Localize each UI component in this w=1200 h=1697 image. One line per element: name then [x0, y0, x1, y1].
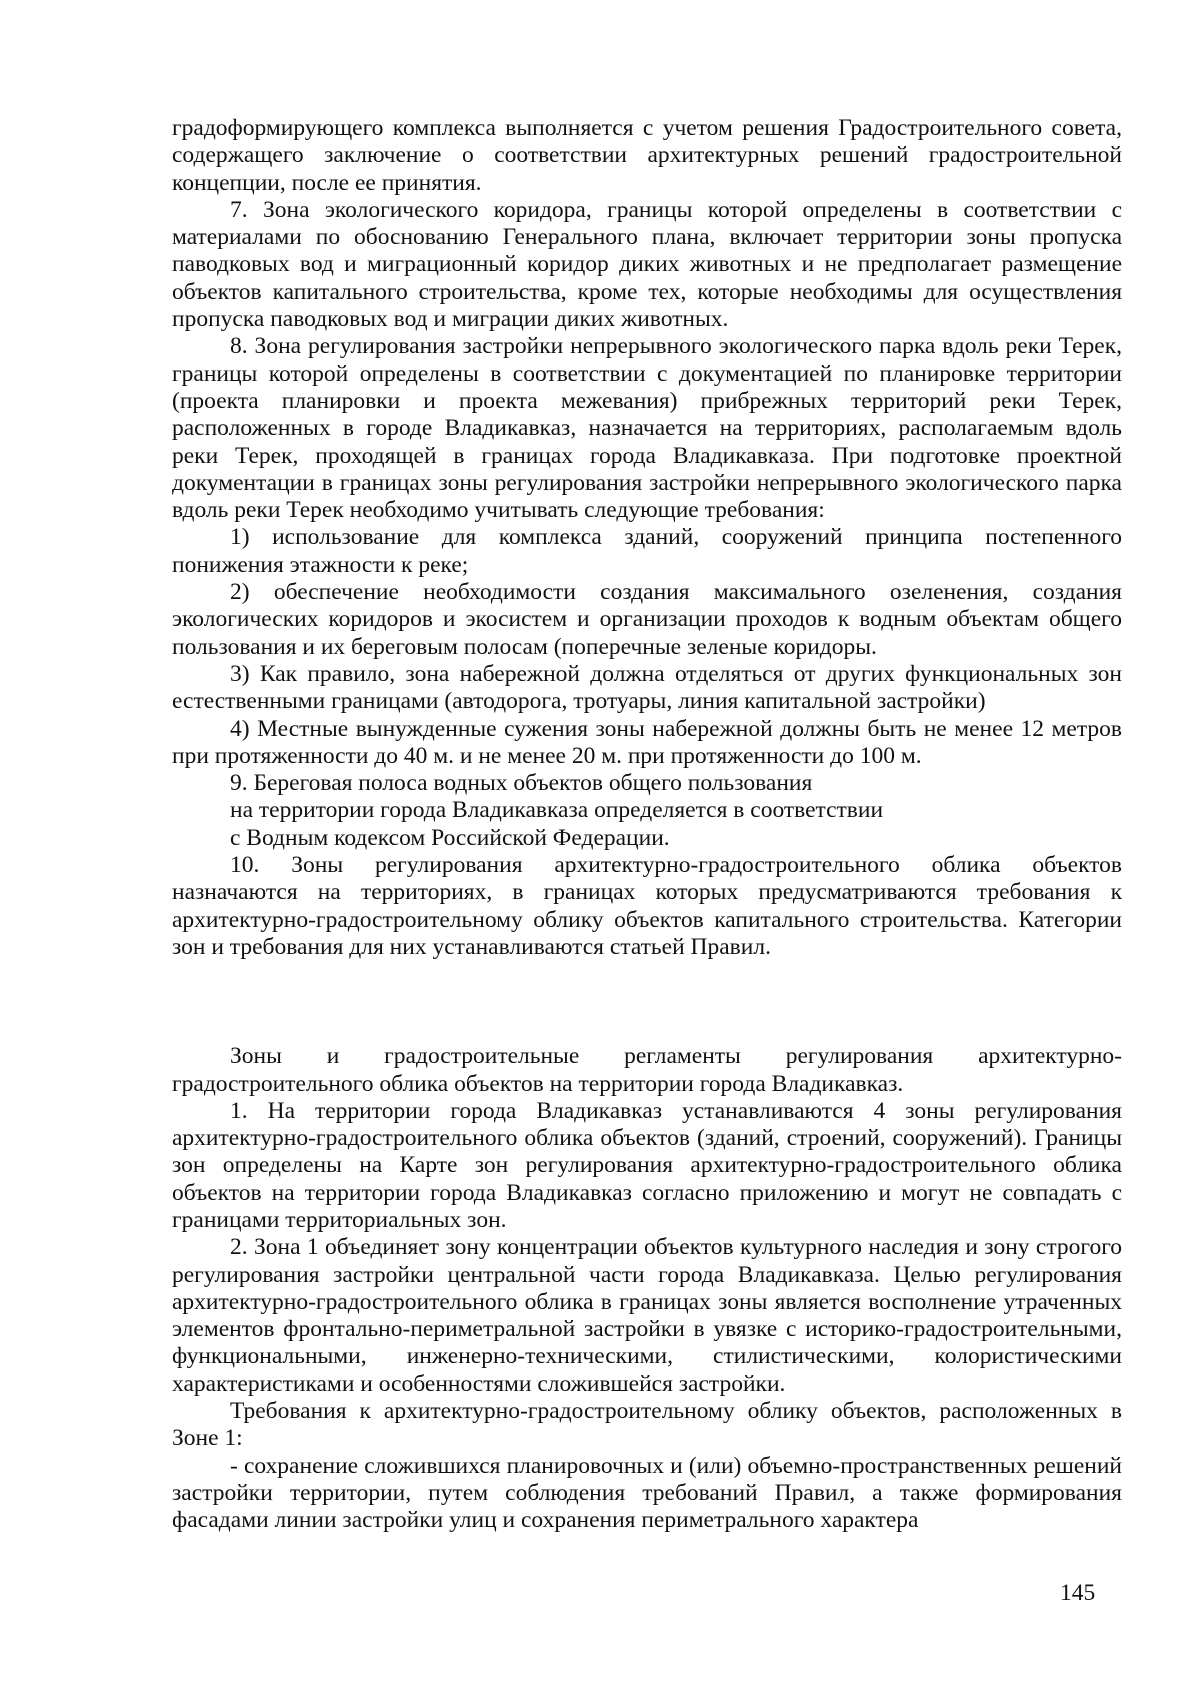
zones-item-1: 1. На территории города Владикавказ устанавливаются 4 зоны регулирования архитектурно-градостроительного облика объектов (зданий, строений, сооружений). Границы зон определены на Карте зон регулирования архитектурно-градостроительного облика объектов на территории города Владикавказ согласно приложению и могут не совпадать с границами территориальных зон. — [172, 1097, 1122, 1233]
requirement-4: 4) Местные вынужденные сужения зоны набережной должны быть не менее 12 метров при протяженности до 40 м. и не менее 20 м. при протяженности до 100 м. — [172, 715, 1122, 769]
item-9-line-3: с Водным кодексом Российской Федерации. — [230, 824, 670, 851]
zones-item-2: 2. Зона 1 объединяет зону концентрации объектов культурного наследия и зону строгого регулирования застройки центральной части города Владикавказа. Целью регулирования архитектурно-градостроительного облика в границах зоны является восполнение утраченных элементов фронтально-периметральной застройки в увязке с историко-градостроительными, функциональными, инженерно-техническими, стилистическими, колористическими характеристиками и особенностями сложившейся застройки. — [172, 1234, 1122, 1397]
page-number: 145 — [1060, 1580, 1096, 1606]
item-9-line-2: на территории города Владикавказа определяется в соответствии — [230, 797, 884, 824]
requirement-2: 2) обеспечение необходимости создания максимального озеленения, создания экологических коридоров и экосистем и организации проходов к водным объектам общего пользования и их береговым полосам (поперечные зеленые коридоры. — [172, 579, 1122, 660]
section-heading-zones: Зоны и градостроительные регламенты регулирования архитектурно-градостроительного облика объектов на территории города Владикавказ. — [172, 1043, 1122, 1097]
section-gap — [172, 961, 1122, 1043]
requirement-3: 3) Как правило, зона набережной должна отделяться от других функциональных зон естественными границами (автодорога, тротуары, линия капитальной застройки) — [172, 660, 1122, 715]
zone-1-requirements-intro: Требования к архитектурно-градостроительному облику объектов, расположенных в Зоне 1: — [172, 1398, 1122, 1452]
paragraph-item-10: 10. Зоны регулирования архитектурно-градостроительного облика объектов назначаются на территориях, в границах которых предусматриваются требования к архитектурно-градостроительному облику объектов капитального строительства. Категории зон и требования для них устанавливаются статьей Правил. — [172, 852, 1122, 960]
paragraph-item-7: 7. Зона экологического коридора, границы которой определены в соответствии с материалами по обоснованию Генерального плана, включает территории зоны пропуска паводковых вод и миграционный коридор диких животных и не предполагает размещение объектов капитального строительства, кроме тех, которые необходимы для осуществления пропуска паводковых вод и миграции диких животных. — [172, 196, 1122, 333]
zone-1-requirement-bullet: - сохранение сложившихся планировочных и (или) объемно-пространственных решений застройки территории, путем соблюдения требований Правил, а также формирования фасадами линии застройки улиц и сохранения периметрального характера — [172, 1452, 1122, 1534]
paragraph-item-8: 8. Зона регулирования застройки непрерывного экологического парка вдоль реки Терек, границы которой определены в соответствии с документацией по планировке территории (проекта планировки и проекта межевания) прибрежных территорий реки Терек, расположенных в городе Владикавказ, назначается на территориях, располагаемым вдоль реки Терек, проходящей в границах города Владикавказа. При подготовке проектной документации в границах зоны регулирования застройки непрерывного экологического парка вдоль реки Терек необходимо учитывать следующие требования: — [172, 333, 1122, 524]
paragraph-continuation: градоформирующего комплекса выполняется с учетом решения Градостроительного совета, содержащего заключение о соответствии архитектурных решений градостроительной концепции, после ее принятия. — [172, 115, 1122, 196]
document-page — [172, 115, 1122, 1535]
item-9-line-1: 9. Береговая полоса водных объектов общего пользования — [230, 770, 813, 797]
requirement-1: 1) использование для комплекса зданий, сооружений принципа постепенного понижения этажности к реке; — [172, 524, 1122, 578]
